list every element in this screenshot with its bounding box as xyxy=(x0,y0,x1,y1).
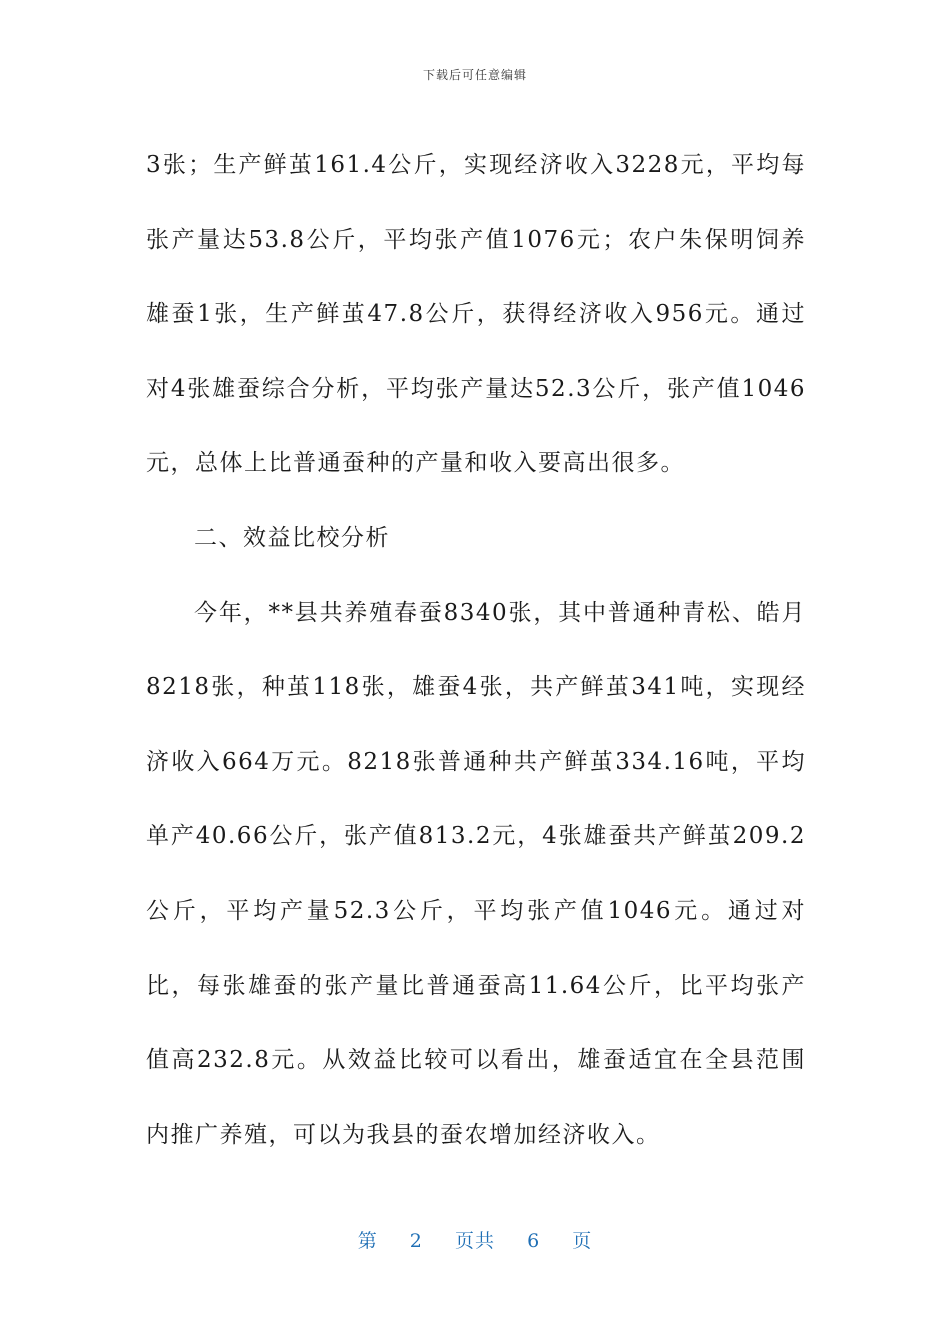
page-footer xyxy=(0,1226,950,1253)
total-pages: 6 xyxy=(527,1230,541,1252)
body-paragraph: 3张；生产鲜茧161.4公斤，实现经济收入3228元，平均每张产量达53.8公斤，平均张产值1076元；农户朱保明饲养雄蚕1张，生产鲜茧47.8公斤，获得经济收入956元。通过对4张雄蚕综合分析，平均张产量达52.3公斤，张产值1046元，总体上比普通蚕种的产量和收入要高出很多。 xyxy=(146,152,806,477)
document-body xyxy=(146,128,806,1172)
page-label-suffix: 页 xyxy=(572,1230,593,1252)
page-label-middle: 页共 xyxy=(454,1230,495,1252)
page-number: 2 xyxy=(409,1230,423,1252)
section-heading: 二、效益比校分析 xyxy=(194,524,390,551)
body-paragraph: 今年，**县共养殖春蚕8340张，其中普通种青松、皓月8218张，种茧118张，雄蚕4张，共产鲜茧341吨，实现经济收入664万元。8218张普通种共产鲜茧334.16吨，平均单产40.66公斤，张产值813.2元，4张雄蚕共产鲜茧209.2公斤，平均产量52.3公斤，平均张产值1046元。通过对比，每张雄蚕的张产量比普通蚕高11.64公斤，比平均张产值高232.8元。从效益比较可以看出，雄蚕适宜在全县范围内推广养殖，可以为我县的蚕农增加经济收入。 xyxy=(146,599,806,1148)
page-header: 下载后可任意编辑 xyxy=(422,68,527,82)
page-label-prefix: 第 xyxy=(357,1230,378,1252)
